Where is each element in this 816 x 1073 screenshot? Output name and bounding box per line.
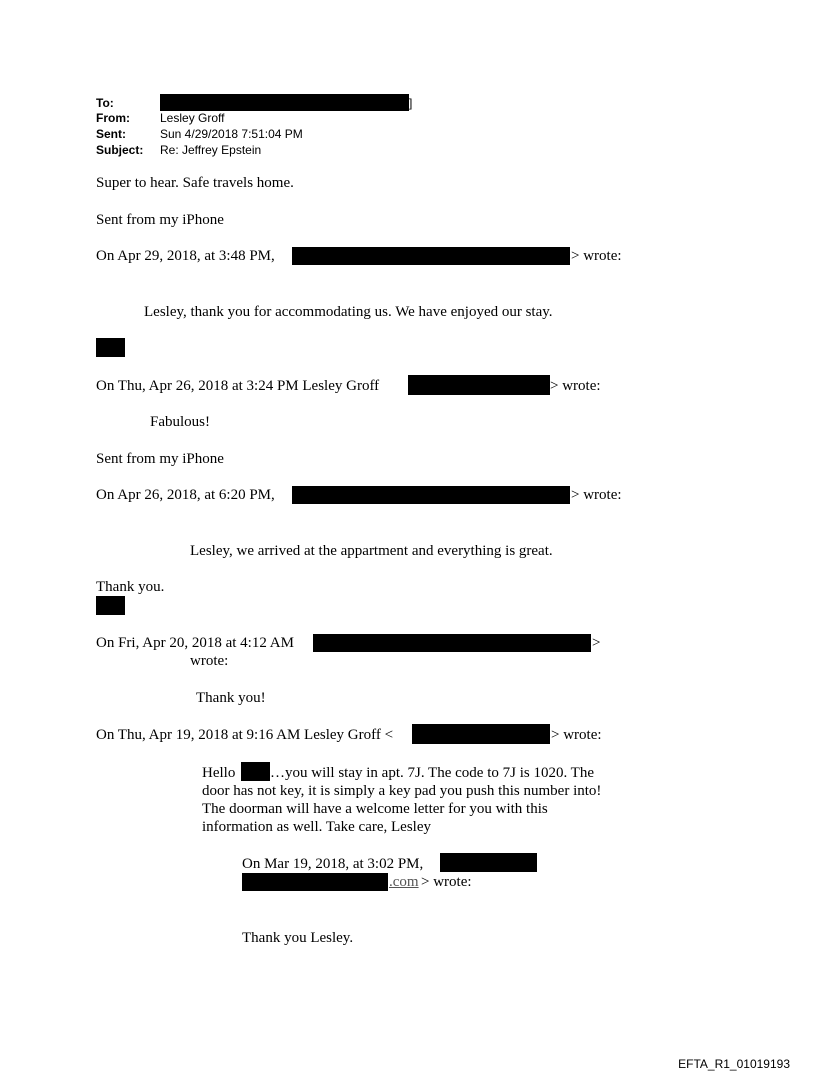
quote-header-suffix: > wrote:	[571, 248, 622, 264]
from-value: Lesley Groff	[160, 111, 225, 125]
quoted-message-hello: Hello	[202, 765, 236, 781]
redaction-sender-2	[292, 486, 570, 504]
email-header	[0, 96, 816, 160]
signature: Sent from my iPhone	[96, 212, 224, 228]
quote-header-suffix: > wrote:	[550, 378, 601, 394]
quoted-message: Lesley, we arrived at the appartment and everything is great.	[190, 543, 553, 559]
quoted-message: Fabulous!	[150, 414, 210, 430]
email-link[interactable]: .com	[389, 874, 419, 890]
quoted-message: door has not key, it is simply a key pad you push this number into!	[202, 783, 602, 799]
redaction-to	[160, 94, 409, 111]
quote-header: On Thu, Apr 26, 2018 at 3:24 PM Lesley Groff	[96, 378, 380, 394]
quote-header-suffix: > wrote:	[551, 727, 602, 743]
quoted-message: Lesley, thank you for accommodating us. We have enjoyed our stay.	[144, 304, 553, 320]
closing-text: Thank you.	[96, 579, 165, 595]
redaction-signoff-1	[96, 338, 125, 357]
quote-header-suffix: > wrote:	[421, 874, 472, 890]
quote-header-wrote: wrote:	[190, 653, 229, 669]
redaction-sender-4	[440, 853, 537, 872]
quoted-message: The doorman will have a welcome letter for you with this	[202, 801, 548, 817]
quote-header-suffix: > wrote:	[571, 487, 622, 503]
redaction-email-3	[242, 873, 388, 891]
quoted-message: Thank you!	[196, 690, 266, 706]
quote-header: On Apr 26, 2018, at 6:20 PM,	[96, 487, 275, 503]
reply-text: Super to hear. Safe travels home.	[96, 175, 294, 191]
quote-header: On Mar 19, 2018, at 3:02 PM,	[242, 856, 424, 872]
redaction-sender-3	[313, 634, 591, 652]
sent-value: Sun 4/29/2018 7:51:04 PM	[160, 127, 303, 141]
quoted-message: information as well. Take care, Lesley	[202, 819, 431, 835]
quote-header-suffix: >	[592, 635, 601, 651]
to-value-tail: ]	[409, 96, 413, 110]
redaction-email-2	[412, 724, 550, 744]
quote-header: On Thu, Apr 19, 2018 at 9:16 AM Lesley Groff <	[96, 727, 394, 743]
to-label: To:	[96, 96, 114, 110]
redaction-email-1	[408, 375, 550, 395]
from-label: From:	[96, 111, 130, 125]
quote-header: On Apr 29, 2018, at 3:48 PM,	[96, 248, 275, 264]
signature: Sent from my iPhone	[96, 451, 224, 467]
document-id: EFTA_R1_01019193	[678, 1057, 790, 1071]
redaction-recipient-name	[241, 762, 270, 781]
sent-label: Sent:	[96, 127, 126, 141]
quoted-message: …you will stay in apt. 7J. The code to 7J is 1020. The	[270, 765, 595, 781]
quoted-message: Thank you Lesley.	[242, 930, 354, 946]
redaction-signoff-2	[96, 596, 125, 615]
subject-value: Re: Jeffrey Epstein	[160, 143, 262, 157]
quote-header: On Fri, Apr 20, 2018 at 4:12 AM	[96, 635, 294, 651]
redaction-sender-1	[292, 247, 570, 265]
subject-label: Subject:	[96, 143, 144, 157]
